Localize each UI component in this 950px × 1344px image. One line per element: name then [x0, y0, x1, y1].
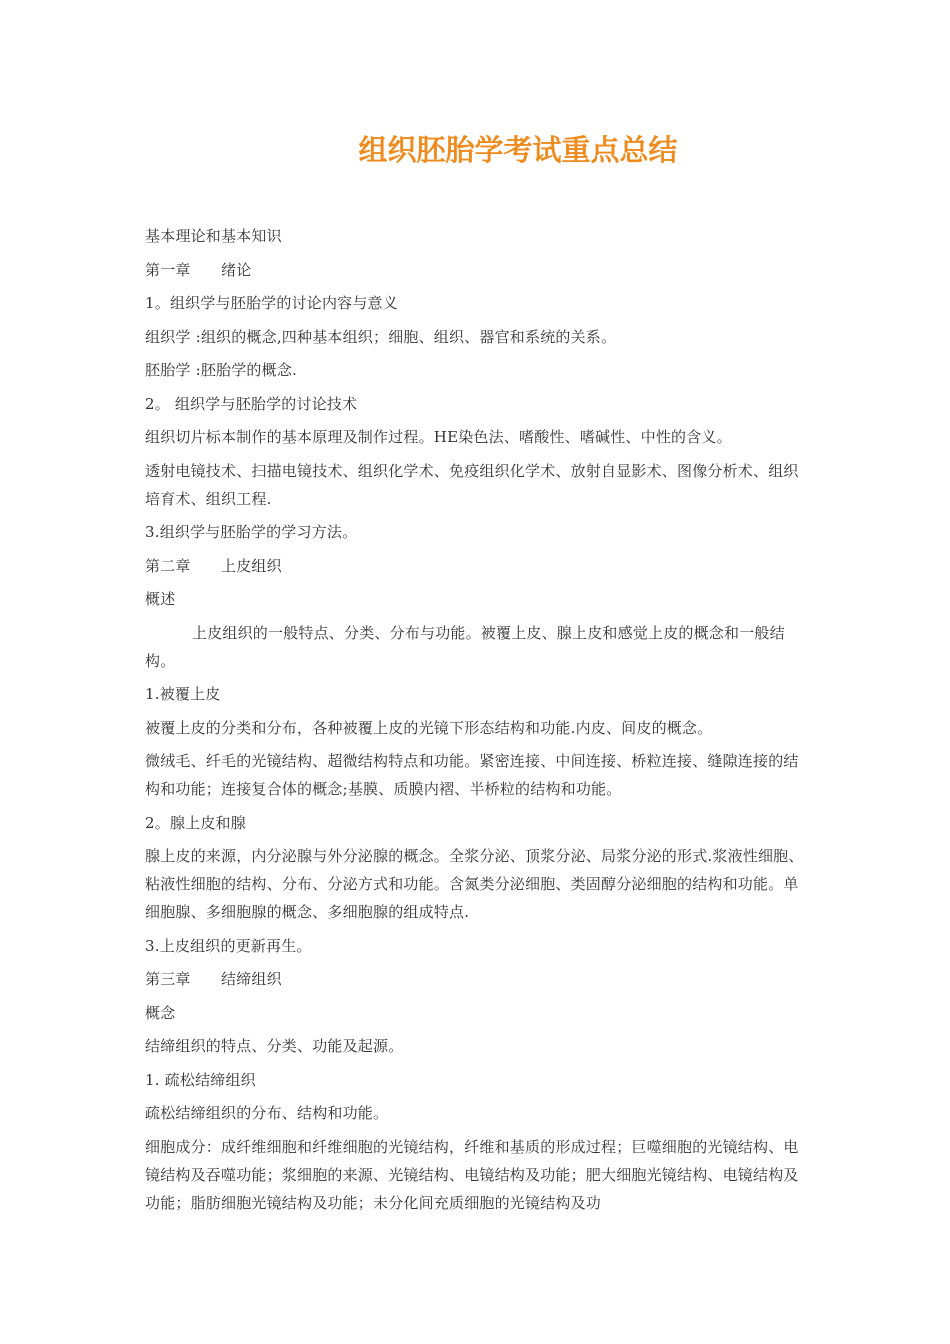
paragraph: 3.上皮组织的更新再生。 [145, 936, 312, 955]
paragraph: 透射电镜技术、扫描电镜技术、组织化学术、免疫组织化学术、放射自显影术、图像分析术、组织培育术、组织工程. [145, 461, 799, 508]
paragraph: 第一章 绪论 [145, 260, 252, 279]
paragraph: 3.组织学与胚胎学的学习方法。 [145, 523, 358, 541]
paragraph: 基本理论和基本知识 [145, 227, 282, 245]
paragraph: 概述 [145, 590, 176, 608]
paragraph: 第二章 上皮组织 [145, 556, 282, 575]
paragraph: 2。 组织学与胚胎学的讨论技术 [145, 394, 358, 413]
paragraph: 胚胎学 :胚胎学的概念. [145, 361, 297, 379]
paragraph: 1。组织学与胚胎学的讨论内容与意义 [145, 294, 398, 312]
paragraph: 1. 疏松结缔组织 [145, 1070, 256, 1089]
paragraph: 组织切片标本制作的基本原理及制作过程。HE染色法、嗜酸性、嗜碱性、中性的含义。 [145, 428, 732, 446]
paragraph: 组织学 :组织的概念,四种基本组织；细胞、组织、器官和系统的关系。 [145, 327, 617, 346]
paragraph: 1.被覆上皮 [145, 685, 221, 703]
paragraph: 概念 [145, 1003, 176, 1022]
paragraph: 2。腺上皮和腺 [145, 813, 246, 832]
paragraph: 疏松结缔组织的分布、结构和功能。 [145, 1104, 389, 1122]
paragraph: 第三章 结缔组织 [145, 970, 282, 988]
paragraph: 腺上皮的来源，内分泌腺与外分泌腺的概念。全浆分泌、顶浆分泌、局浆分泌的形式.浆液性细胞、粘液性细胞的结构、分布、分泌方式和功能。含氮类分泌细胞、类固醇分泌细胞的结构和功能。单细胞腺、多细胞腺的概念、多细胞腺的组成特点. [145, 847, 804, 921]
document-body [145, 222, 810, 1222]
paragraph: 上皮组织的一般特点、分类、分布与功能。被覆上皮、腺上皮和感觉上皮的概念和一般结构。 [145, 623, 785, 670]
paragraph: 微绒毛、纤毛的光镜结构、超微结构特点和功能。紧密连接、中间连接、桥粒连接、缝隙连接的结构和功能；连接复合体的概念;基膜、质膜内褶、半桥粒的结构和功能。 [145, 752, 799, 798]
document-title: 组织胚胎学考试重点总结 [358, 133, 678, 167]
paragraph: 结缔组织的特点、分类、功能及起源。 [145, 1037, 404, 1055]
paragraph: 细胞成分：成纤维细胞和纤维细胞的光镜结构，纤维和基质的形成过程；巨噬细胞的光镜结构、电镜结构及吞噬功能；浆细胞的来源、光镜结构、电镜结构及功能；肥大细胞光镜结构、电镜结构及功能；脂肪细胞光镜结构及功能；未分化间充质细胞的光镜结构及功 [145, 1137, 799, 1212]
paragraph: 被覆上皮的分类和分布，各种被覆上皮的光镜下形态结构和功能.内皮、间皮的概念。 [145, 718, 713, 737]
